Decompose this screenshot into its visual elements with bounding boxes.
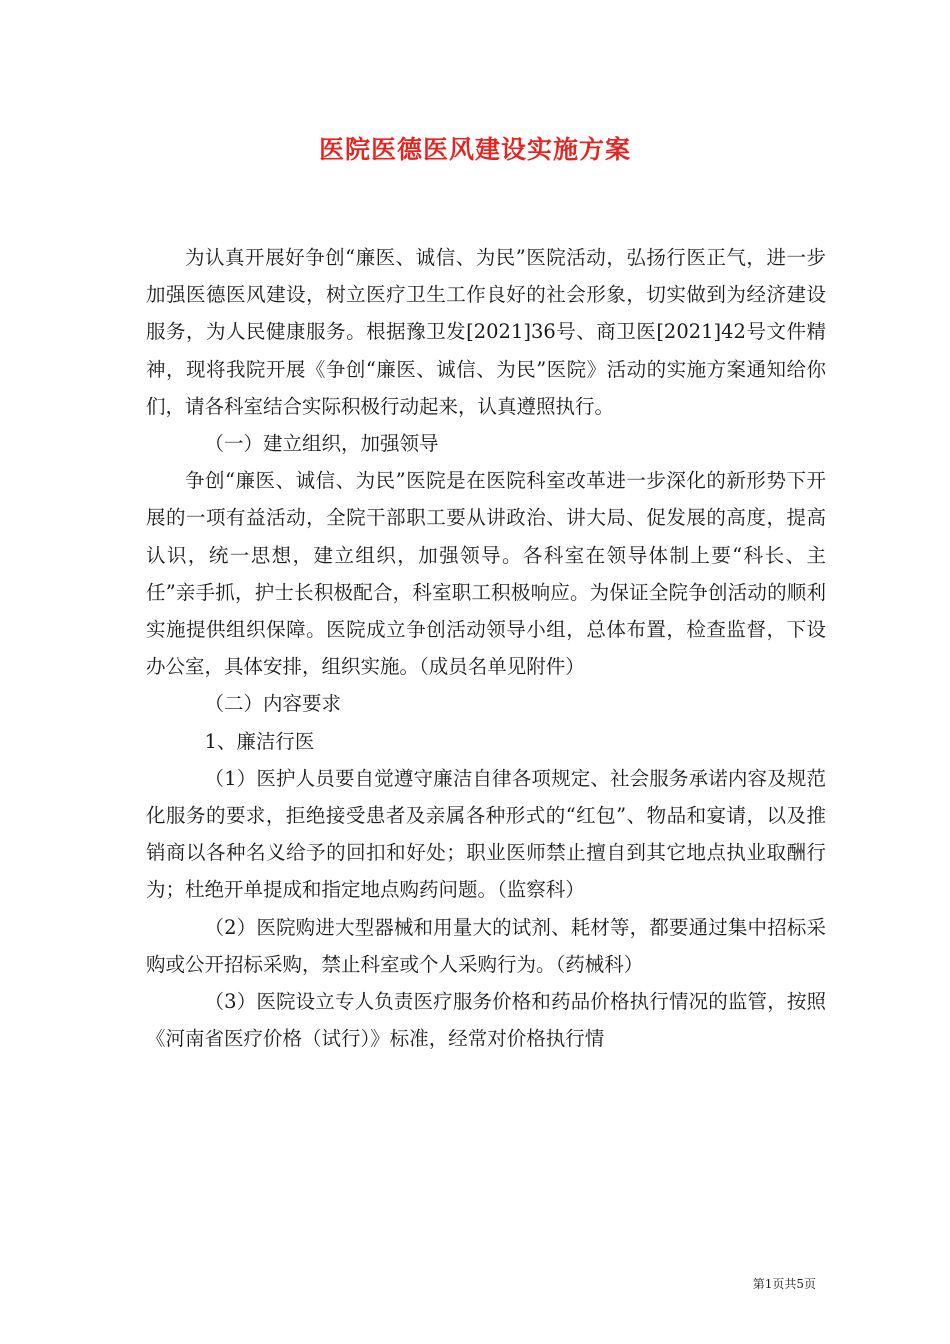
- item-1-paragraph: （1）医护人员要自觉遵守廉洁自律各项规定、社会服务承诺内容及规范化服务的要求，拒绝接受患者及亲属各种形式的“红包”、物品和宴请，以及推销商以各种名义给予的回扣和好处；职业医师禁止擅自到其它地点执业取酬行为；杜绝开单提成和指定地点购药问题。（监察科）: [146, 766, 826, 902]
- section-heading-1: （一）建立组织，加强领导: [204, 432, 439, 456]
- item-3-paragraph: （3）医院设立专人负责医疗服务价格和药品价格执行情况的监管，按照《河南省医疗价格（试行）》标准，经常对价格执行情: [146, 990, 826, 1051]
- page-number: 第1页共5页: [752, 1277, 816, 1291]
- document-title: 医院医德医风建设实施方案: [318, 135, 631, 164]
- section-heading-2: （二）内容要求: [204, 692, 342, 716]
- subsection-heading-1: 1、廉洁行医: [204, 729, 315, 753]
- section-1-paragraph: 争创“廉医、诚信、为民”医院是在医院科室改革进一步深化的新形势下开展的一项有益活动，全院干部职工要从讲政治、讲大局、促发展的高度，提高认识，统一思想，建立组织，加强领导。各科室在领导体制上要“科长、主任”亲手抓，护士长积极配合，科室职工积极响应。为保证全院争创活动的顺利实施提供组织保障。医院成立争创活动领导小组，总体布置，检查监督，下设办公室，具体安排，组织实施。（成员名单见附件）: [146, 469, 826, 679]
- document-body: [146, 239, 826, 1057]
- intro-paragraph: 为认真开展好争创“廉医、诚信、为民”医院活动，弘扬行医正气，进一步加强医德医风建设，树立医疗卫生工作良好的社会形象，切实做到为经济建设服务，为人民健康服务。根据豫卫发[2021]36号、商卫医[2021]42号文件精神，现将我院开展《争创“廉医、诚信、为民”医院》活动的实施方案通知给你们，请各科室结合实际积极行动起来，认真遵照执行。: [146, 246, 826, 418]
- item-2-paragraph: （2）医院购进大型器械和用量大的试剂、耗材等，都要通过集中招标采购或公开招标采购，禁止科室或个人采购行为。（药械科）: [146, 915, 826, 976]
